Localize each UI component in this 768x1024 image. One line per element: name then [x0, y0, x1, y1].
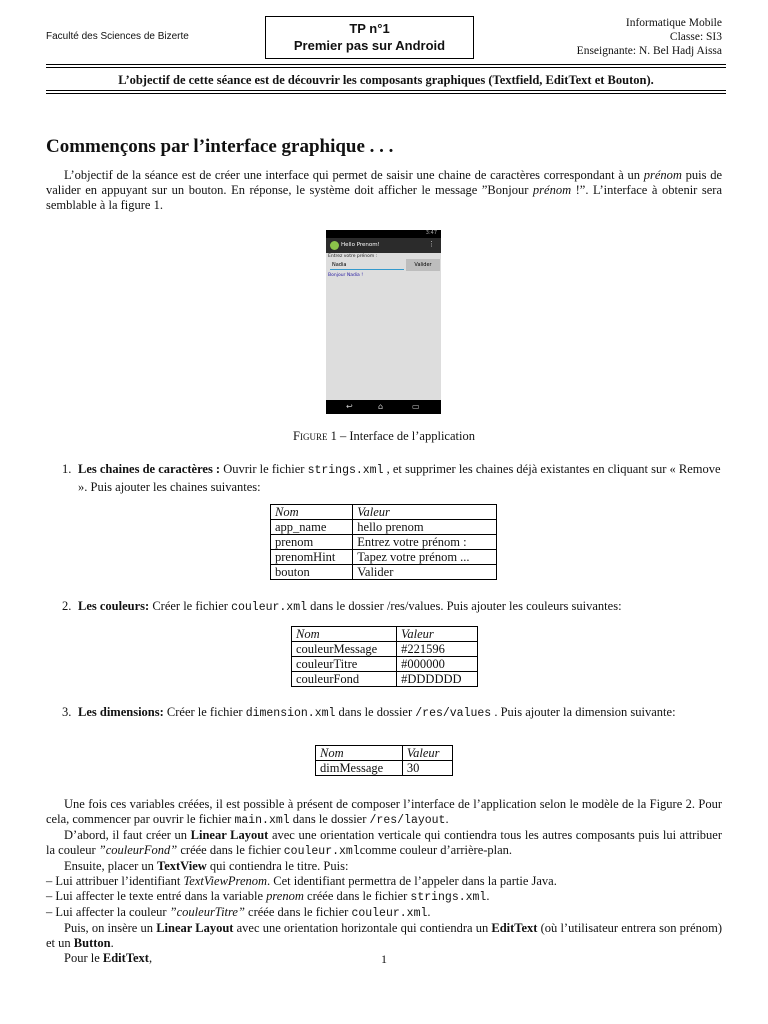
p3-text-d: comme couleur d’arrière-plan.	[359, 843, 513, 857]
prenom-edittext: Nadia	[330, 261, 404, 270]
prenom-label: Entrez votre prénom :	[328, 254, 378, 259]
p3-text-a: D’abord, il faut créer un	[64, 828, 191, 842]
app-title: Hello Prenom!	[341, 242, 380, 248]
table-row	[271, 565, 497, 580]
tp-number: TP n°1	[349, 21, 390, 36]
table-header-row	[316, 746, 453, 761]
p2-text-a: Une fois ces variables créées, il est possible à présent de composer l’interface de l’application selon le modèle de la Figure 2. Pour cela, commencer par ouvrir le fichier	[46, 797, 722, 826]
item-bold: Les dimensions:	[78, 705, 164, 719]
intro-paragraph	[46, 168, 722, 213]
paragraph-horizontal-layout	[46, 921, 722, 951]
bullet-identifier	[46, 874, 722, 889]
home-icon: ⌂	[378, 402, 384, 411]
p5-text-b: avec une orientation horizontale qui contiendra un	[233, 921, 492, 935]
body-paragraphs	[46, 797, 722, 966]
faculty-name: Faculté des Sciences de Bizerte	[46, 31, 189, 42]
bullet-color	[46, 905, 722, 921]
table-row	[271, 550, 497, 565]
class-name: Classe: SI3	[669, 31, 722, 43]
p3-text-b: avec une orientation verticale qui contiendra tous les autres composants puis lui attribuer la couleur	[46, 828, 723, 857]
bullet-text	[46, 889, 722, 905]
table-header-valeur: Valeur	[353, 505, 497, 520]
p3-bold: Linear Layout	[190, 828, 269, 842]
p6-bold: EditText	[102, 951, 149, 965]
b3-em: ”couleurTitre”	[169, 905, 245, 919]
item-text-a: Créer le fichier	[149, 599, 232, 613]
b3-file: couleur.xml	[351, 907, 428, 920]
p2-folder: /res/layout	[369, 814, 446, 827]
table-row	[292, 642, 478, 657]
b1-em: TextViewPrenom	[183, 874, 268, 888]
p5-text-c: (où l’utilisateur entrera son prénom) et un	[46, 921, 722, 950]
dimensions-table	[315, 745, 453, 776]
item-bold: Les couleurs:	[78, 599, 150, 613]
list-item-strings	[62, 461, 722, 495]
item-text-a: Ouvrir le fichier	[220, 462, 308, 476]
table-header-valeur: Valeur	[397, 627, 478, 642]
item-text-b: dans le dossier	[335, 705, 416, 719]
teacher-name: Enseignante: N. Bel Hadj Aissa	[576, 45, 722, 57]
item-text-b: dans le dossier /res/values. Puis ajouter les couleurs suivantes:	[307, 599, 622, 613]
intro-text-c: !”. L’interface à obtenir sera semblable à la figure 1.	[46, 183, 722, 212]
intro-em2: prénom	[532, 183, 572, 197]
p3-file: couleur.xml	[283, 845, 360, 858]
table-header-row	[292, 627, 478, 642]
p5-bold3: Button	[73, 936, 111, 950]
item-number: 1.	[62, 462, 72, 476]
table-cell: bouton	[271, 565, 353, 580]
table-row	[271, 520, 497, 535]
table-row	[292, 672, 478, 687]
p6-text-b: ,	[148, 951, 153, 965]
item-text	[62, 461, 722, 495]
tp-title: Premier pas sur Android	[293, 38, 446, 53]
table-cell: Valider	[353, 565, 497, 580]
p4-text-a: Ensuite, placer un	[64, 859, 158, 873]
item-file: couleur.xml	[231, 601, 308, 614]
figure-caption-text: – Interface de l’application	[336, 429, 475, 443]
paragraph-layout-intro	[46, 797, 722, 828]
b1-text-a: – Lui attribuer l’identifiant	[46, 874, 184, 888]
item-text	[62, 598, 722, 616]
item-folder: /res/values	[415, 707, 492, 720]
android-app-icon	[330, 241, 339, 250]
valider-button: Valider	[406, 259, 440, 271]
table-row	[316, 761, 453, 776]
b3-text-b: créée dans le fichier	[244, 905, 352, 919]
list-item-colors	[62, 598, 722, 616]
item-file: dimension.xml	[245, 707, 336, 720]
intro-text-b: puis de valider en appuyant sur un bouton. En réponse, le système doit afficher le message ”Bonjour	[46, 168, 722, 197]
p4-text-b: qui contiendra le titre. Puis:	[206, 859, 349, 873]
b3-text-a: – Lui affecter la couleur	[46, 905, 170, 919]
table-header-valeur: Valeur	[402, 746, 452, 761]
table-cell: #221596	[397, 642, 478, 657]
table-cell: Entrez votre prénom :	[353, 535, 497, 550]
p2-file: main.xml	[234, 814, 290, 827]
p4-bold: TextView	[157, 859, 207, 873]
table-cell: 30	[402, 761, 452, 776]
table-header-nom: Nom	[316, 746, 403, 761]
intro-em: prénom	[643, 168, 682, 182]
table-cell: #000000	[397, 657, 478, 672]
p5-bold: Linear Layout	[156, 921, 234, 935]
section-title: Commençons par l’interface graphique . . .	[46, 136, 394, 157]
table-cell: #DDDDDD	[397, 672, 478, 687]
item-number: 2.	[62, 599, 72, 613]
item-bold: Les chaines de caractères :	[78, 462, 221, 476]
table-cell: hello prenom	[353, 520, 497, 535]
nav-bar	[326, 400, 441, 414]
table-header-row	[271, 505, 497, 520]
figure-label: Figure 1	[293, 429, 337, 443]
p3-text-c: créée dans le fichier	[177, 843, 284, 857]
p6-text-a: Pour le	[64, 951, 103, 965]
table-cell: prenomHint	[271, 550, 353, 565]
b2-em: prenom	[266, 889, 304, 903]
item-text-c: . Puis ajouter la dimension suivante:	[491, 705, 676, 719]
item-text-b: , et supprimer les chaines déjà existantes en cliquant sur « Remove ». Puis ajouter les chaines suivantes:	[78, 462, 721, 494]
colors-table	[291, 626, 478, 687]
b1-text-b: . Cet identifiant permettra de l’appeler dans la partie Java.	[267, 874, 557, 888]
table-cell: dimMessage	[316, 761, 403, 776]
back-icon: ↩	[346, 402, 353, 411]
table-header-nom: Nom	[292, 627, 397, 642]
phone-screenshot	[326, 230, 441, 414]
table-row	[271, 535, 497, 550]
recents-icon: ▭	[412, 402, 420, 411]
strings-table	[270, 504, 497, 580]
figure-caption	[0, 429, 768, 444]
p2-text-c: .	[445, 812, 449, 826]
p5-text-d: .	[110, 936, 114, 950]
table-cell: couleurFond	[292, 672, 397, 687]
p3-em: ”couleurFond”	[98, 843, 178, 857]
p5-text-a: Puis, on insère un	[64, 921, 157, 935]
b2-text-b: créée dans le fichier	[303, 889, 411, 903]
bonjour-message: Bonjour Nadia !	[328, 273, 364, 278]
tp-title-box	[265, 16, 474, 59]
paragraph-linear-layout	[46, 828, 722, 859]
table-row	[292, 657, 478, 672]
item-text-a: Créer le fichier	[163, 705, 246, 719]
b2-text-c: .	[486, 889, 490, 903]
status-bar	[326, 230, 441, 238]
item-text	[62, 704, 722, 722]
table-cell: couleurTitre	[292, 657, 397, 672]
overflow-menu-icon: ⋮	[428, 240, 435, 248]
b3-text-c: .	[427, 905, 431, 919]
table-cell: couleurMessage	[292, 642, 397, 657]
course-info	[577, 16, 722, 58]
b2-file: strings.xml	[410, 891, 487, 904]
course-name: Informatique Mobile	[625, 17, 722, 29]
objective-banner: L’objectif de cette séance est de découvrir les composants graphiques (Textfield, EditText et Bouton).	[46, 64, 726, 94]
intro-text-a: L’objectif de la séance est de créer une interface qui permet de saisir une chaine de caractères correspondant à un	[64, 168, 644, 182]
b2-text-a: – Lui affecter le texte entré dans la variable	[46, 889, 267, 903]
item-number: 3.	[62, 705, 72, 719]
table-cell: Tapez votre prénom ...	[353, 550, 497, 565]
item-file: strings.xml	[307, 464, 384, 477]
table-cell: prenom	[271, 535, 353, 550]
table-header-nom: Nom	[271, 505, 353, 520]
list-item-dimensions	[62, 704, 722, 722]
p5-bold2: EditText	[491, 921, 538, 935]
paragraph-textview	[46, 859, 722, 874]
table-cell: app_name	[271, 520, 353, 535]
page-number: 1	[381, 952, 387, 966]
p2-text-b: dans le dossier	[289, 812, 370, 826]
status-time: 3:47	[425, 230, 437, 236]
